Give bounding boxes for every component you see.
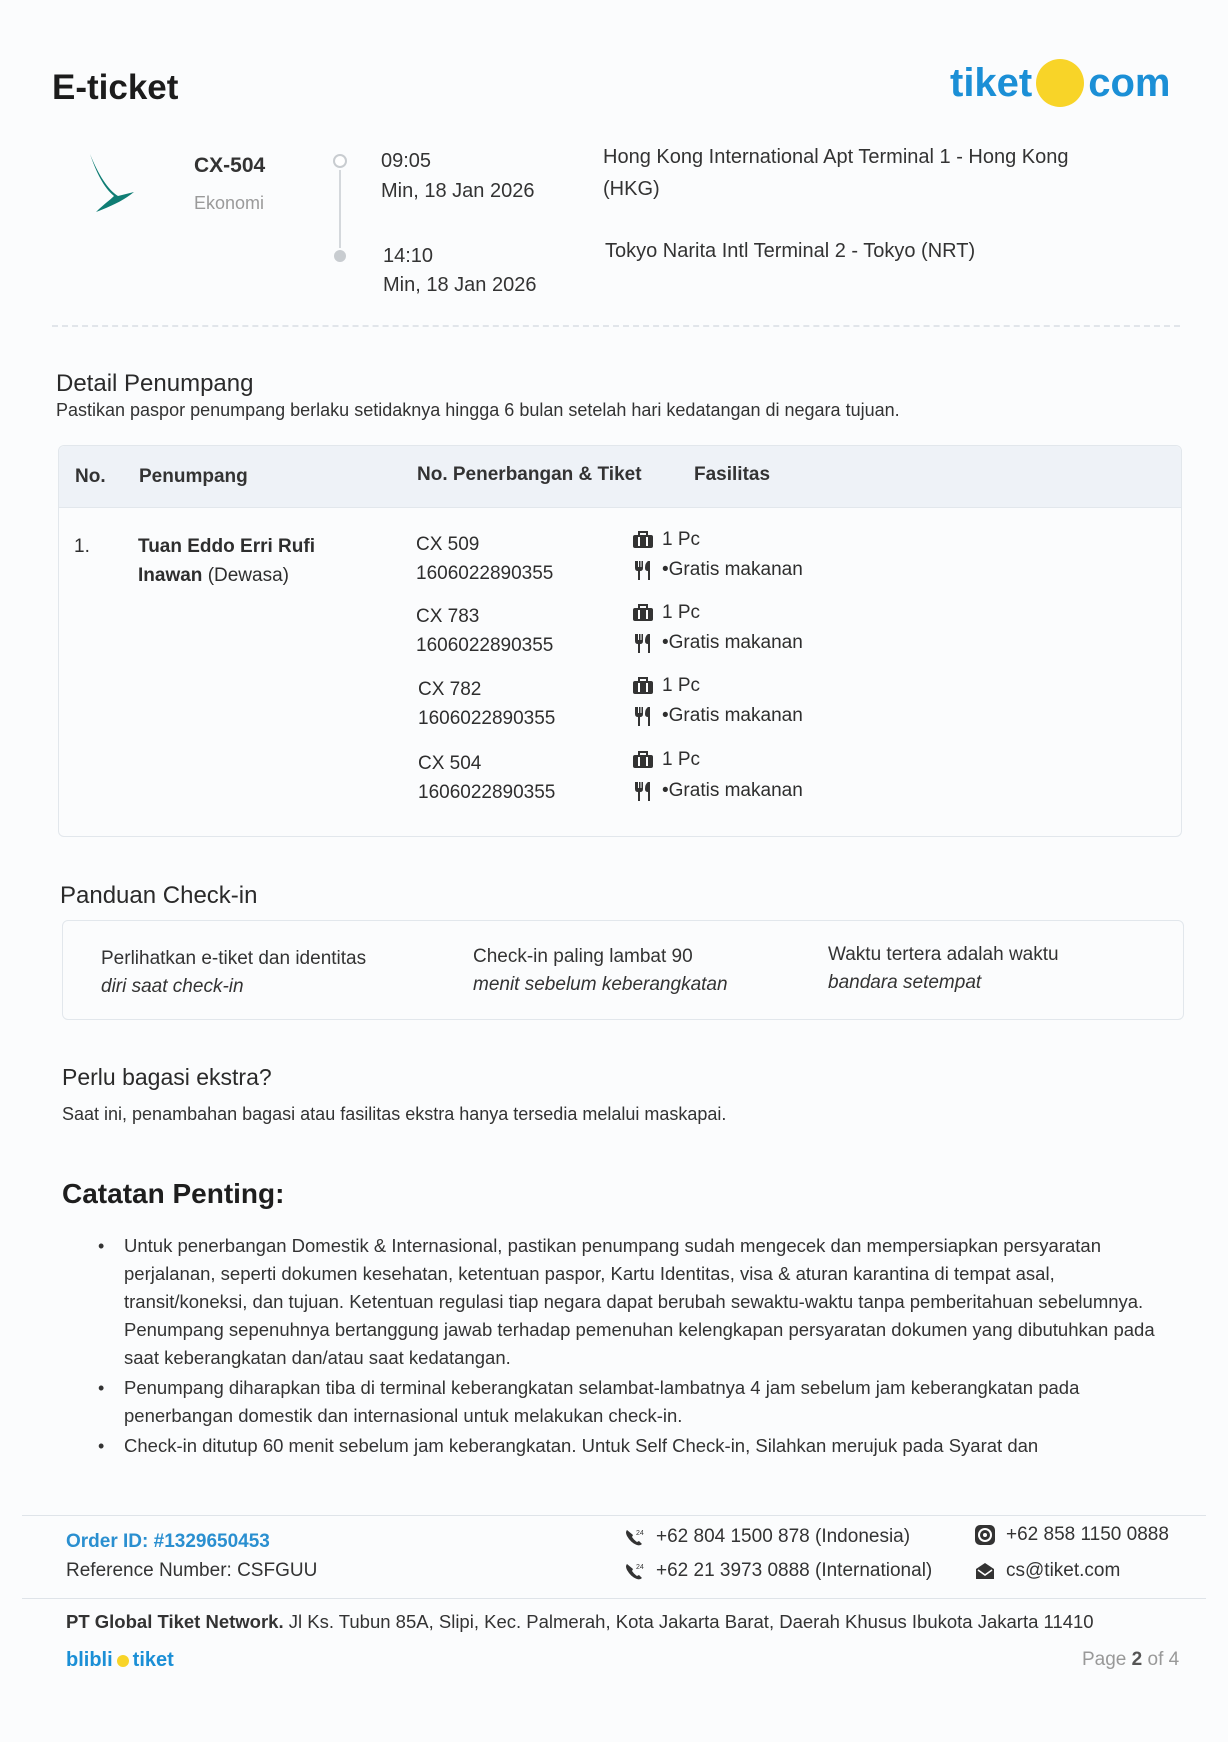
company-name: PT Global Tiket Network. (66, 1611, 284, 1632)
notes-title: Catatan Penting: (62, 1178, 285, 1209)
utensils-icon (632, 632, 654, 654)
passenger-name-line1: Tuan Eddo Erri Rufi (138, 536, 315, 557)
airline-logo-icon (88, 152, 136, 219)
baggage-icon (632, 531, 654, 549)
meal-info: •Gratis makanan (632, 705, 803, 727)
checkin-guide-box (62, 920, 1184, 1020)
departure-airport: Hong Kong International Apt Terminal 1 - Hong Kong (603, 146, 1069, 168)
departure-time: 09:05 (381, 150, 432, 172)
flight-segment-number: CX 509 (416, 534, 480, 555)
baggage-allowance: 1 Pc (632, 675, 700, 697)
passenger-name (138, 532, 315, 590)
phone-international: 24 +62 21 3973 0888 (International) (624, 1560, 932, 1582)
departure-airport-code: (HKG) (603, 178, 660, 200)
ticket-number: 1606022890355 (416, 563, 554, 584)
checkin-guide-item: Check-in paling lambat 90 menit sebelum keberangkatan (473, 946, 728, 995)
phone-indonesia: 24 +62 804 1500 878 (Indonesia) (624, 1526, 910, 1548)
flight-segment-number: CX 504 (418, 753, 482, 774)
whatsapp-contact: +62 858 1150 0888 (974, 1524, 1169, 1546)
email-contact: cs@tiket.com (974, 1560, 1120, 1582)
arrival-time: 14:10 (383, 245, 434, 267)
svg-text:24: 24 (636, 1530, 644, 1537)
checkin-guide-item: Perlihatkan e-tiket dan identitas diri saat check-in (101, 948, 367, 997)
checkin-guide-item: Waktu tertera adalah waktu bandara setempat (828, 944, 1059, 993)
whatsapp-icon (974, 1524, 996, 1546)
timeline-line (339, 170, 341, 248)
passenger-type: (Dewasa) (207, 565, 289, 586)
passenger-name-line2: Inawan (138, 565, 203, 586)
footer-divider (22, 1515, 1206, 1516)
ticket-number: 1606022890355 (418, 782, 556, 803)
note-item: • Check-in ditutup 60 menit sebelum jam keberangkatan. Untuk Self Check-in, Silahkan merujuk pada Syarat dan (98, 1432, 1178, 1460)
order-id: Order ID: #1329650453 (66, 1531, 270, 1552)
reference-number: Reference Number: CSFGUU (66, 1560, 318, 1581)
utensils-icon (632, 780, 654, 802)
tiket-logo (950, 55, 1171, 111)
baggage-allowance: 1 Pc (632, 602, 700, 624)
passengers-subtitle: Pastikan paspor penumpang berlaku setidaknya hingga 6 bulan setelah hari kedatangan di negara tujuan. (56, 400, 900, 420)
logo-text-right: com (1088, 60, 1171, 105)
table-header (59, 446, 1181, 508)
phone-24-icon (624, 1527, 646, 1547)
col-facilities: Fasilitas (694, 464, 771, 485)
arrival-date: Min, 18 Jan 2026 (383, 274, 537, 296)
col-no: No. (75, 466, 106, 487)
baggage-icon (632, 604, 654, 622)
col-passenger: Penumpang (139, 466, 248, 487)
col-flight-ticket: No. Penerbangan & Tiket (417, 464, 642, 485)
baggage-icon (632, 751, 654, 769)
company-info (66, 1611, 1094, 1633)
departure-marker (333, 154, 347, 168)
baggage-allowance: 1 Pc (632, 529, 700, 551)
utensils-icon (632, 559, 654, 581)
ticket-number: 1606022890355 (416, 635, 554, 656)
departure-date: Min, 18 Jan 2026 (381, 180, 535, 202)
page-title: E-ticket (52, 68, 179, 107)
arrival-airport: Tokyo Narita Intl Terminal 2 - Tokyo (NRT) (605, 240, 976, 262)
logo-text-left: tiket (950, 60, 1033, 105)
logo-dot (117, 1655, 129, 1667)
baggage-allowance: 1 Pc (632, 749, 700, 771)
meal-info: •Gratis makanan (632, 559, 803, 581)
row-number: 1. (74, 536, 90, 557)
footer-divider (22, 1598, 1206, 1599)
meal-info: •Gratis makanan (632, 780, 803, 802)
flight-number: CX-504 (194, 154, 266, 177)
extra-baggage-title: Perlu bagasi ekstra? (62, 1064, 272, 1090)
flight-segment-number: CX 783 (416, 606, 480, 627)
company-address: Jl Ks. Tubun 85A, Slipi, Kec. Palmerah, Kota Jakarta Barat, Daerah Khusus Ibukota Jakarta 11410 (288, 1611, 1094, 1632)
mail-icon (974, 1561, 996, 1581)
cabin-class: Ekonomi (194, 193, 265, 213)
extra-baggage-text: Saat ini, penambahan bagasi atau fasilitas ekstra hanya tersedia melalui maskapai. (62, 1104, 727, 1124)
divider (52, 325, 1180, 327)
logo-dot (1036, 59, 1084, 107)
passengers-title: Detail Penumpang (56, 370, 254, 397)
phone-24-icon (624, 1561, 646, 1581)
ticket-number: 1606022890355 (418, 708, 556, 729)
arrival-marker (334, 250, 346, 262)
baggage-icon (632, 677, 654, 695)
checkin-guide-title: Panduan Check-in (60, 882, 258, 909)
page-number: Page 2 of 4 (1082, 1649, 1180, 1670)
meal-info: •Gratis makanan (632, 632, 803, 654)
notes-list (98, 1232, 1178, 1462)
note-item: • Untuk penerbangan Domestik & Internasional, pastikan penumpang sudah mengecek dan mempersiapkan persyaratan perjalanan, seperti dokumen kesehatan, ketentuan paspor, Kartu Identitas, visa & aturan karantina di tempat asal, transit/koneksi, dan tujuan. Ketentuan regulasi tiap negara dapat berubah sewaktu-waktu tanpa pemberitahuan sebelumnya. Penumpang sepenuhnya bertanggung jawab terhadap pemenuhan kelengkapan persyaratan dokumen yang dibutuhkan pada saat keberangkatan dan/atau saat kedatangan. (98, 1232, 1178, 1372)
utensils-icon (632, 705, 654, 727)
flight-segment-number: CX 782 (418, 679, 482, 700)
passenger-table (58, 445, 1182, 837)
blibli-tiket-logo: blibli tiket (66, 1649, 174, 1671)
note-item: • Penumpang diharapkan tiba di terminal keberangkatan selambat-lambatnya 4 jam sebelum jam keberangkatan pada penerbangan domestik dan internasional untuk melakukan check-in. (98, 1374, 1178, 1430)
svg-text:24: 24 (636, 1564, 644, 1571)
